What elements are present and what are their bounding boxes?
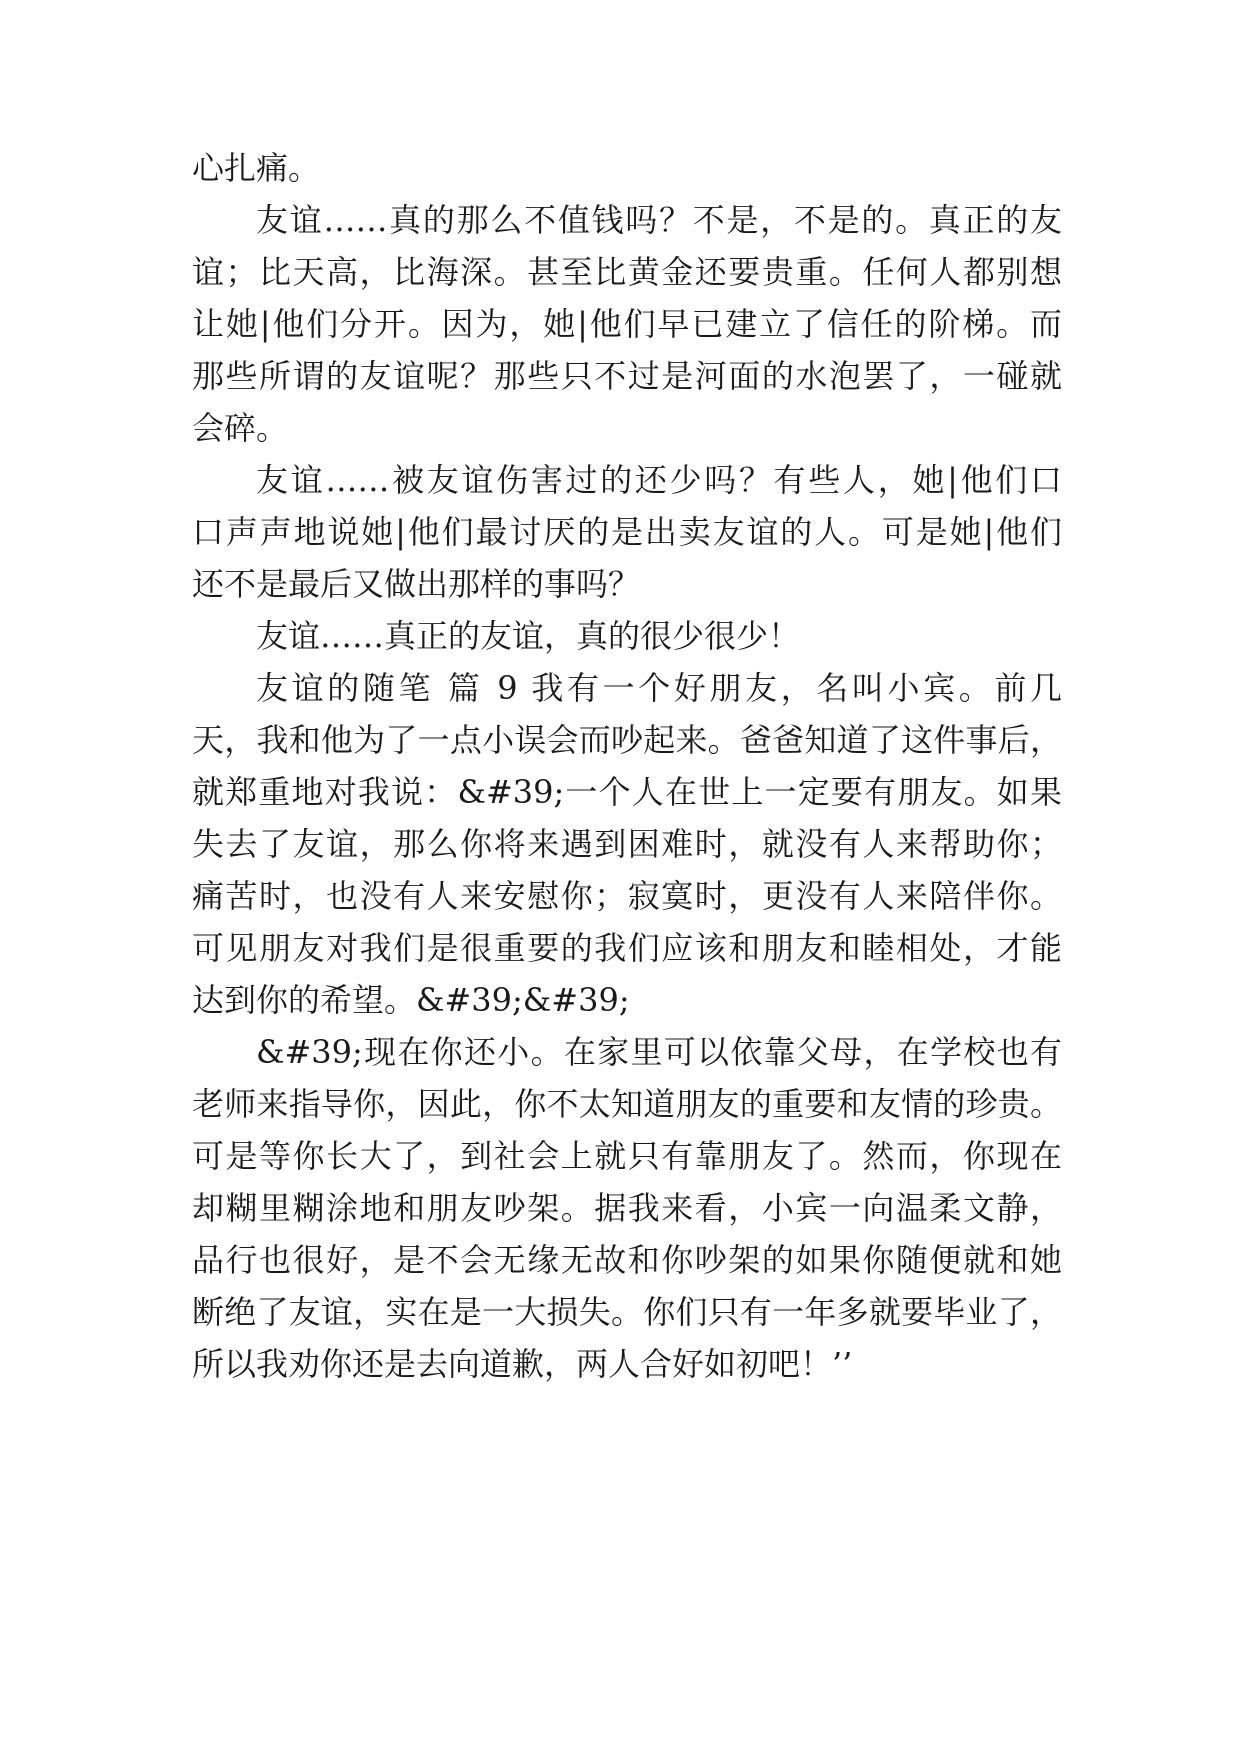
text-line: &#39;现在你还小。在家里可以依靠父母，在学校也有: [256, 1033, 1062, 1071]
text-line: 品行也很好，是不会无缘无故和你吵架的如果你随便就和她: [192, 1241, 1062, 1279]
text-line: 却糊里糊涂地和朋友吵架。据我来看，小宾一向温柔文静，: [192, 1189, 1062, 1227]
text-line: 失去了友谊，那么你将来遇到困难时，就没有人来帮助你；: [192, 825, 1062, 863]
text-line: 让她|他们分开。因为，她|他们早已建立了信任的阶梯。而: [192, 305, 1062, 343]
text-line: 就郑重地对我说：&#39;一个人在世上一定要有朋友。如果: [192, 773, 1062, 811]
text-line: 可见朋友对我们是很重要的我们应该和朋友和睦相处，才能: [192, 929, 1062, 967]
text-line: 所以我劝你还是去向道歉，两人合好如初吧！’’: [192, 1345, 853, 1383]
text-line: 达到你的希望。&#39;&#39;: [192, 981, 630, 1019]
text-line: 友谊的随笔 篇 9 我有一个好朋友，名叫小宾。前几: [256, 669, 1062, 707]
text-line: 会碎。: [192, 409, 289, 447]
text-line: 谊；比天高，比海深。甚至比黄金还要贵重。任何人都别想: [192, 253, 1062, 291]
text-line: 老师来指导你，因此，你不太知道朋友的重要和友情的珍贵。: [192, 1085, 1062, 1123]
text-line: 天，我和他为了一点小误会而吵起来。爸爸知道了这件事后，: [192, 721, 1062, 759]
text-line: 心扎痛。: [192, 149, 321, 187]
text-line: 友谊……被友谊伤害过的还少吗？有些人，她|他们口: [256, 461, 1062, 499]
text-line: 痛苦时，也没有人来安慰你；寂寞时，更没有人来陪伴你。: [192, 877, 1062, 915]
text-line: 友谊……真正的友谊，真的很少很少！: [256, 617, 801, 655]
text-line: 断绝了友谊，实在是一大损失。你们只有一年多就要毕业了，: [192, 1293, 1062, 1331]
text-line: 口声声地说她|他们最讨厌的是出卖友谊的人。可是她|他们: [192, 513, 1062, 551]
text-line: 还不是最后又做出那样的事吗？: [192, 565, 641, 603]
text-line: 那些所谓的友谊呢？那些只不过是河面的水泡罢了，一碰就: [192, 357, 1062, 395]
text-line: 友谊……真的那么不值钱吗？不是，不是的。真正的友: [256, 201, 1062, 239]
text-line: 可是等你长大了，到社会上就只有靠朋友了。然而，你现在: [192, 1137, 1062, 1175]
